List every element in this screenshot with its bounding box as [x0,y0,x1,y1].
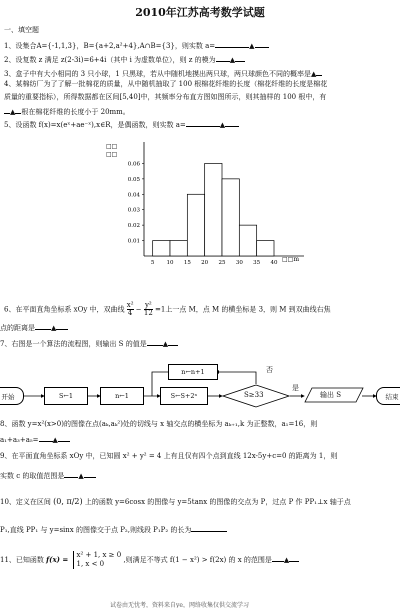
x-tick-label: 20 [201,260,209,266]
fraction-x2-4: $\frac{\text{x²}}{4}$ [126,301,134,317]
triangle-icon: ▲ [51,324,57,332]
question-6-line2: 点的距离是 ▲ [0,322,68,333]
question-7: 7、右图是一个算法的流程图，则输出 S 的值是 ▲ [0,338,178,349]
flow-step-n-increment: n←n+1 [168,364,218,380]
flow-start: 开始 [0,387,24,405]
fraction-y2-12: $\frac{\text{y²}}{12}$ [143,301,153,317]
page-title: 2010年江苏高考数学试题 [135,6,265,19]
y-axis-label-2: □□ [106,151,118,158]
flow-step-s-init: S←1 [44,387,88,405]
histogram-bar [222,179,239,256]
x-tick-label: 30 [235,260,243,266]
flow-label-no: 否 [266,366,273,374]
x-tick-label: 25 [218,260,226,266]
question-4-line2: 质量的重要指标），所得数据都在区间[5,40]中，其频率分布直方图如图所示，则其抽样的 100 根中，有 [4,93,327,101]
histogram-chart [100,134,310,284]
histogram-bar [187,194,204,256]
histogram-bar [205,163,222,256]
piecewise-cases: x² + 1, x ≥ 0 1, x < 0 [73,551,122,569]
question-9-line1: 9、在平面直角坐标系 xOy 中，已知圆 x² + y² = 4 上有且仅有四个点到直线 12x-5y+c=0 的距离为 1，则 [0,452,338,460]
y-tick-label: 0.02 [127,223,140,230]
y-tick-label: 0.03 [127,207,140,214]
question-9-line2: 实数 c 的取值范围是 ▲ [0,470,96,481]
question-1: 1、设集合A={-1,1,3}，B={a+2,a²+4},A∩B={3}，则实数 a= ▲ [4,40,269,51]
histogram-bar [257,241,274,256]
interval-0-pi-half: (0, π/2) [53,497,83,506]
x-tick-label: 5 [150,260,155,266]
y-tick-label: 0.06 [127,161,140,168]
triangle-icon: ▲ [10,108,16,116]
triangle-icon: ▲ [249,42,255,50]
triangle-icon: ▲ [283,556,290,564]
triangle-icon: ▲ [52,436,58,444]
answer-blank [215,40,249,48]
x-axis-label: □□m [282,256,300,263]
flow-label-yes: 是 [292,384,299,392]
histogram-bar [153,241,170,256]
question-10-line2: P₁,直线 PP₁ 与 y=sinx 的图像交于点 P₂,则线段 P₁P₂ 的长为 [0,524,227,535]
x-tick-label: 35 [253,260,261,266]
y-tick-label: 0.05 [127,176,140,183]
question-8-line2: a₁+a₃+a₅= ▲ [0,434,70,445]
section-heading: 一、填空题 [4,26,39,34]
y-axis-label: □□ [106,143,118,150]
flow-end: 结束 [376,387,400,405]
question-4-line3: ▲ 根在棉花纤维的长度小于 20mm。 [4,106,130,117]
triangle-icon: ▲ [162,340,169,348]
triangle-icon: ▲ [229,56,236,64]
y-tick-label: 0.04 [127,192,140,199]
question-2: 2、设复数 z 满足 z(2-3i)=6+4i（其中 i 为虚数单位），则 z 的模为 ▲ [4,54,245,65]
histogram-bar [170,241,187,256]
triangle-icon: ▲ [219,121,226,129]
flow-step-s-update: S←S+2ⁿ [160,387,208,405]
x-tick-label: 40 [270,260,278,266]
triangle-icon: ▲ [311,70,317,78]
triangle-icon: ▲ [78,472,84,480]
flow-condition-text: S≥33 [244,391,264,399]
flow-output-text: 输出 S [320,391,342,399]
question-11: 11、已知函数 f(x) = x² + 1, x ≥ 0 1, x < 0 ,则满足不等式 f(1 − x²) > f(2x) 的 x 的范围是 ▲ [0,551,299,569]
page-footer: 试卷由无忧考，资料来自ye，网络收集仅供交流学习 [110,602,249,608]
question-10-line1: 10、定义在区间 (0, π/2) 上的函数 y=6cosx 的图像与 y=5tanx 的图像的交点为 P，过点 P 作 PP₁⊥x 轴于点 [0,497,351,506]
x-tick-label: 15 [183,260,191,266]
flow-step-n-init: n←1 [100,387,144,405]
question-3: 3、盒子中有大小相同的 3 只小球，1 只黑球，若从中随机地摸出两只球，两只球颜色不同的概率是▲ [4,68,322,79]
question-4-line1: 4、某棉纺厂为了了解一批棉花的质量，从中随机抽取了 100 根棉花纤维的长度（棉花纤维的长度是棉花 [4,80,328,88]
question-6: 6、在平面直角坐标系 xOy 中，双曲线 $\frac{\text{x²}}{4}$ − $\frac{\text{y²}}{12}$ =1上一点 M，点 M 的横坐标是 3，则 M 到双曲线右焦 [4,301,331,317]
histogram-bar [239,225,256,256]
question-8-line1: 8、函数 y=x²(x>0)的图像在点(aₖ,aₖ²)处的切线与 x 轴交点的横坐标为 aₖ₊₁,k 为正整数，a₁=16，则 [0,420,318,428]
y-tick-label: 0.01 [127,238,140,245]
question-5: 5、设函数 f(x)=x(eˣ+ae⁻ˣ),x∈R，是偶函数，则实数 a= ▲ [4,119,239,130]
x-tick-label: 10 [166,260,174,266]
